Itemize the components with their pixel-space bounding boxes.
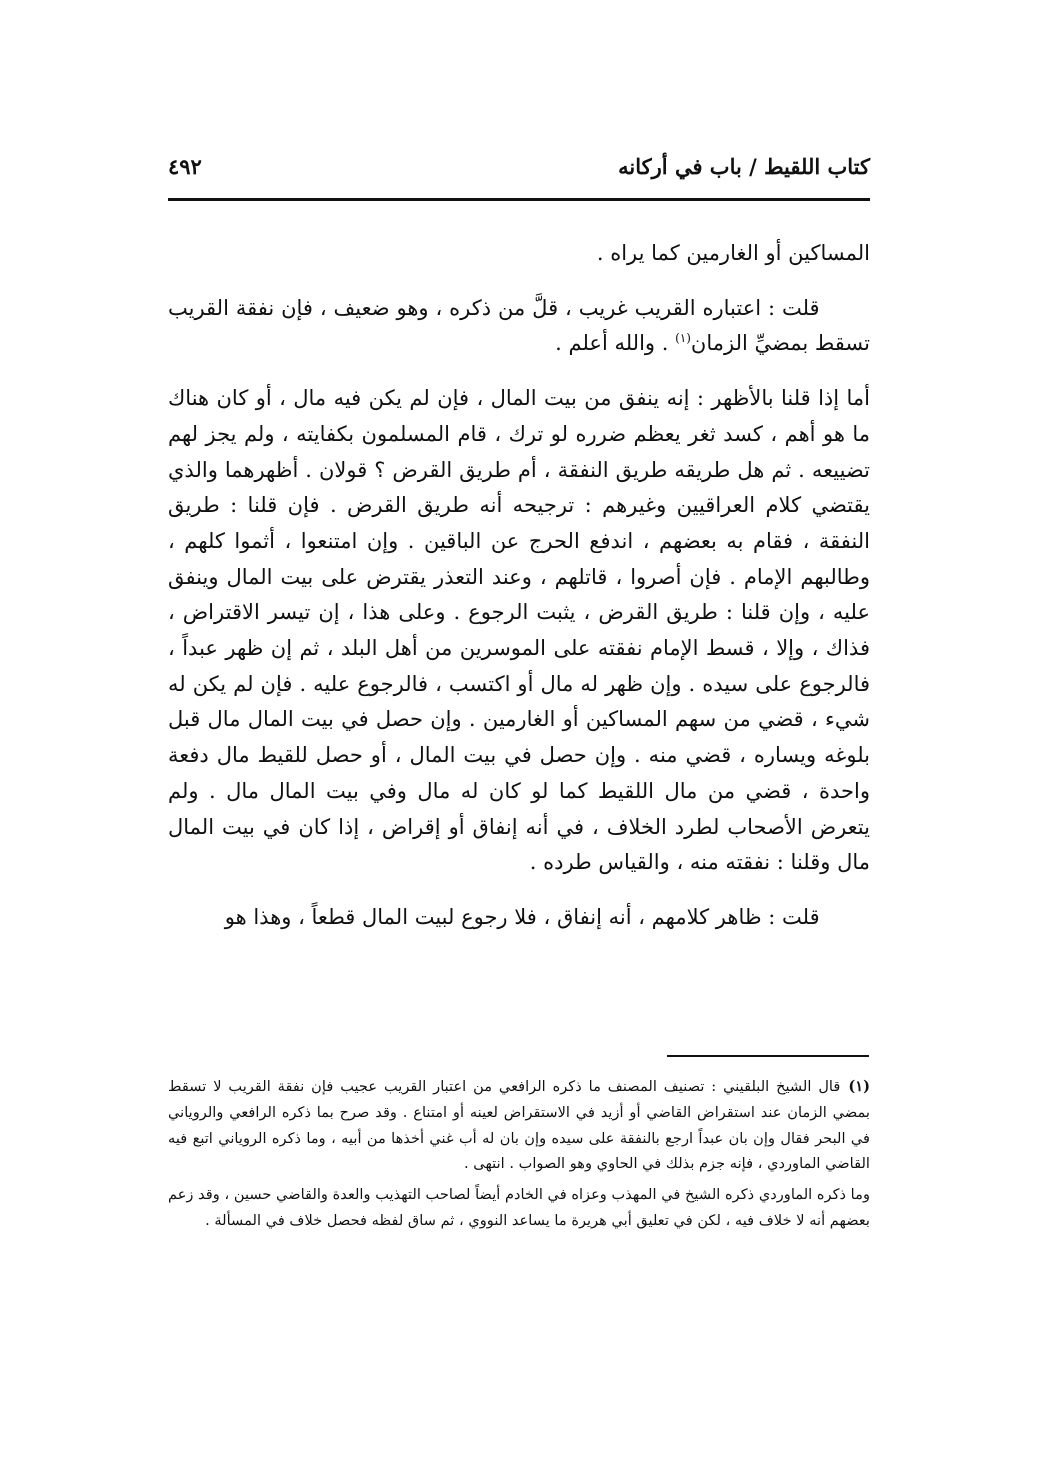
paragraph-main: أما إذا قلنا بالأظهر : إنه ينفق من بيت المال ، فإن لم يكن فيه مال ، أو كان هناك ما هو أهم ، كسد ثغر يعظم ضرره لو ترك ، قام المسلمون بكفايته ، ولم يجز لهم تضييعه . ثم هل طريقه طريق النفقة ، أم طريق القرض ؟ قولان . أظهرهما والذي يقتضي كلام العراقيين وغيرهم : ترجيحه أنه طريق القرض . فإن قلنا : طريق النفقة ، فقام به بعضهم ، اندفع الحرج عن الباقين . وإن امتنعوا ، أثموا كلهم ، وطالبهم الإمام . فإن أصروا ، قاتلهم ، وعند التعذر يقترض على بيت المال وينفق عليه ، وإن قلنا : طريق القرض ، يثبت الرجوع . وعلى هذا ، إن تيسر الاقتراض ، فذاك ، وإلا ، قسط الإمام نفقته على الموسرين من أهل البلد ، ثم إن ظهر عبداً ، فالرجوع على سيده . وإن ظهر له مال أو اكتسب ، فالرجوع عليه . فإن لم يكن له شيء ، قضي من سهم المساكين أو الغارمين . وإن حصل في بيت المال مال قبل بلوغه ويساره ، قضي منه . وإن حصل في بيت المال ، أو حصل للقيط مال دفعة واحدة ، قضي من مال اللقيط كما لو كان له مال وفي بيت المال مال . ولم يتعرض الأصحاب لطرد الخلاف ، في أنه إنفاق أو إقراض ، إذا كان في بيت المال مال وقلنا : نفقته منه ، والقياس طرده . [168, 386, 871, 875]
footnote-1-text: قال الشيخ البلقيني : تصنيف المصنف ما ذكره الرافعي من اعتبار القريب عجيب فإن نفقة القريب لا تسقط بمضي الزمان عند استقراض القاضي أو أزيد في الاستقراض لعينه أو امتناع . وقد صرح بما ذكره الرافعي والروياني في البحر فقال وإن بان عبداً ارجع بالنفقة على سيده وإن بان له أب غني أخذها من أبيه ، وما ذكره الروياني اتبع فيه القاضي الماوردي ، فإنه جزم بذلك في الحاوي وهو الصواب . انتهى . [168, 1078, 870, 1173]
footnote-reference[interactable]: (١) [675, 331, 691, 346]
footnote-mark: (١) [848, 1078, 870, 1095]
paragraph-continuation: المساكين أو الغارمين كما يراه . [596, 241, 870, 265]
page-number: ٤٩٢ [168, 154, 202, 179]
footnotes [168, 1074, 870, 1234]
footnote-rule [667, 1055, 869, 1057]
running-title: كتاب اللقيط / باب في أركانه [618, 154, 870, 179]
running-header [168, 154, 870, 194]
paragraph-qult-1-text: قلت : اعتباره القريب غريب ، قلَّ من ذكره ، وهو ضعيف ، فإن نفقة القريب تسقط بمضيِّ الزمان [168, 295, 870, 356]
header-rule [168, 198, 870, 201]
footnote-1-continued: وما ذكره الماوردي ذكره الشيخ في المهذب وعزاه في الخادم أيضاً لصاحب التهذيب والعدة والقاضي حسين ، وقد زعم بعضهم أنه لا خلاف فيه ، لكن في تعليق أبي هريرة ما يساعد النووي ، ثم ساق لفظه فحصل خلاف في المسألة . [168, 1186, 870, 1229]
main-text [168, 236, 870, 936]
footnote-1 [168, 1074, 870, 1177]
paragraph-qult-1 [168, 291, 870, 362]
paragraph-qult-1-end: . والله أعلم . [555, 331, 676, 356]
paragraph-qult-2: قلت : ظاهر كلامهم ، أنه إنفاق ، فلا رجوع لبيت المال قطعاً ، وهذا هو [224, 904, 820, 929]
